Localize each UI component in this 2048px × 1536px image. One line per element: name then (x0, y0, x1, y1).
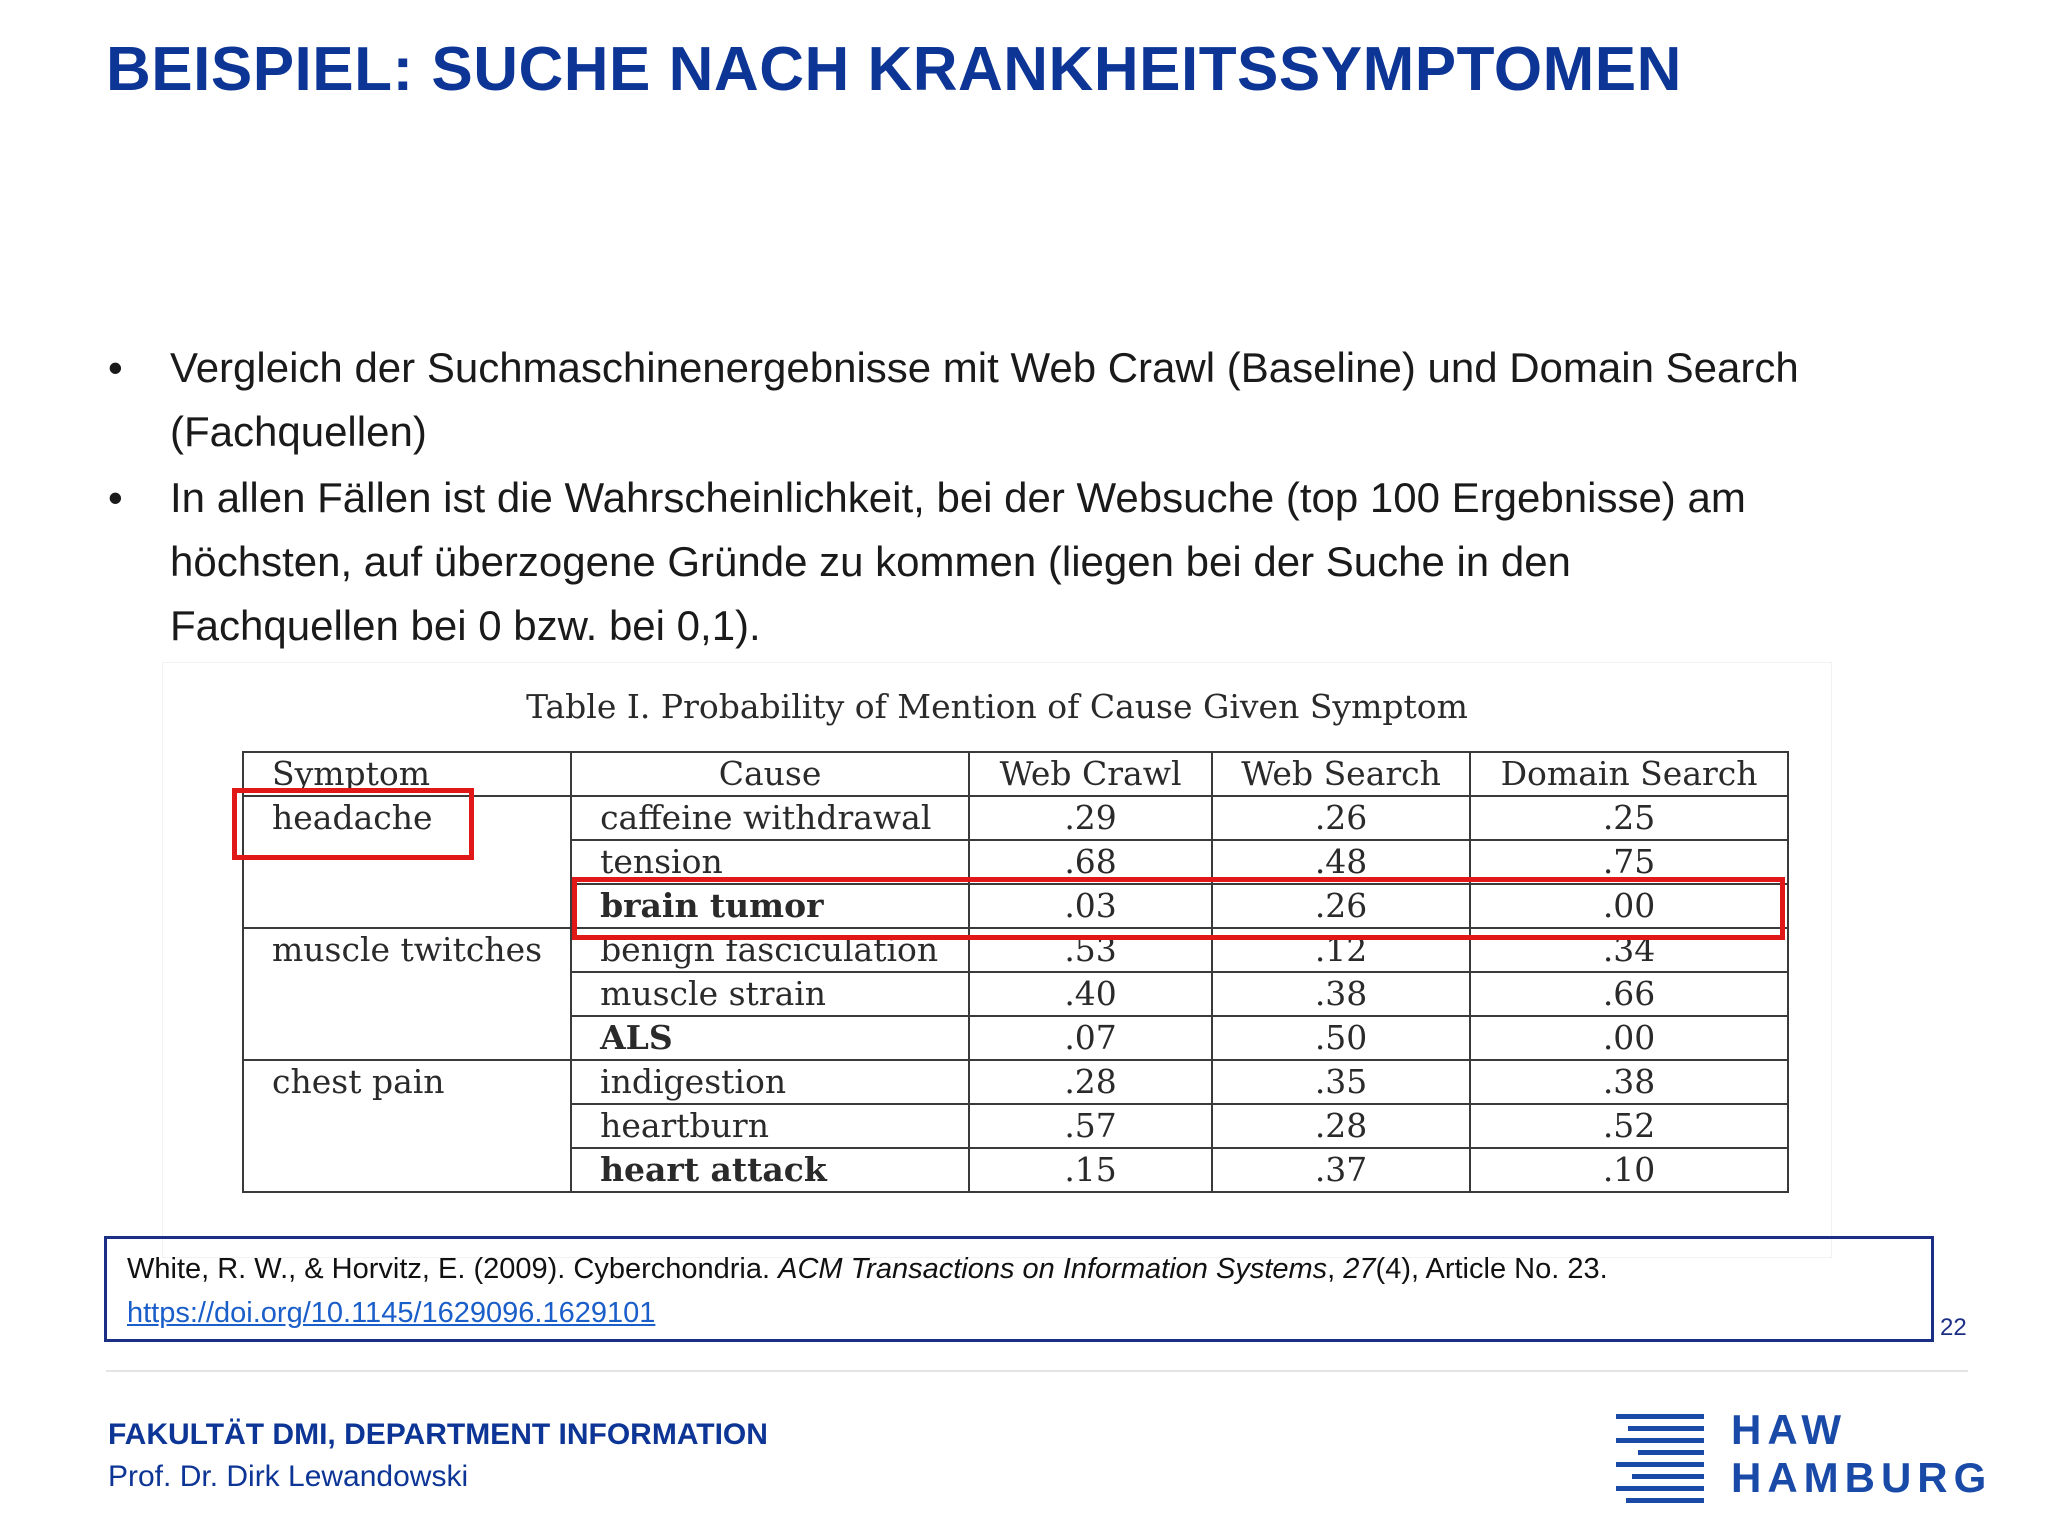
bullet-list (106, 336, 2006, 660)
symptom-cell: chest pain (243, 1060, 571, 1192)
table-body (243, 796, 1788, 1192)
table-row (243, 796, 1788, 840)
table-header-row (243, 752, 1788, 796)
bullet-text-line: In allen Fällen ist die Wahrscheinlichkeit, bei der Websuche (top 100 Ergebnisse) am (170, 474, 1746, 521)
web-crawl-cell: .28 (969, 1060, 1212, 1104)
footer-faculty: FAKULTÄT DMI, DEPARTMENT INFORMATION (108, 1418, 768, 1451)
web-search-cell: .35 (1212, 1060, 1470, 1104)
web-search-cell: .28 (1212, 1104, 1470, 1148)
table-row (243, 1060, 1788, 1104)
domain-search-cell: .75 (1470, 840, 1788, 884)
citation-authors: White, R. W., & Horvitz, E. (2009). Cyberchondria. (127, 1253, 779, 1285)
web-search-cell: .26 (1212, 796, 1470, 840)
header-domain-search: Domain Search (1470, 752, 1788, 796)
domain-search-cell: .66 (1470, 972, 1788, 1016)
header-cause: Cause (571, 752, 969, 796)
bullet-item (106, 466, 2006, 658)
symptom-cell: muscle twitches (243, 928, 571, 1060)
citation-box (104, 1236, 1934, 1342)
web-crawl-cell: .68 (969, 840, 1212, 884)
web-crawl-cell: .15 (969, 1148, 1212, 1192)
symptom-cell: headache (243, 796, 571, 928)
web-crawl-cell: .07 (969, 1016, 1212, 1060)
cause-cell: ALS (571, 1016, 969, 1060)
cause-cell: tension (571, 840, 969, 884)
domain-search-cell: .10 (1470, 1148, 1788, 1192)
web-crawl-cell: .53 (969, 928, 1212, 972)
web-crawl-cell: .40 (969, 972, 1212, 1016)
citation-issue: (4), Article No. 23. (1375, 1253, 1608, 1285)
cause-cell: benign fasciculation (571, 928, 969, 972)
cause-cell: caffeine withdrawal (571, 796, 969, 840)
header-symptom: Symptom (243, 752, 571, 796)
web-search-cell: .37 (1212, 1148, 1470, 1192)
domain-search-cell: .34 (1470, 928, 1788, 972)
cause-cell: heartburn (571, 1104, 969, 1148)
doi-link[interactable]: https://doi.org/10.1145/1629096.1629101 (127, 1297, 656, 1329)
logo-line-hamburg: HAMBURG (1731, 1454, 1993, 1501)
bullet-text-line: (Fachquellen) (170, 408, 427, 455)
footer-divider (106, 1370, 1968, 1372)
citation-reference (127, 1247, 1911, 1291)
page-number: 22 (1940, 1314, 1967, 1341)
domain-search-cell: .52 (1470, 1104, 1788, 1148)
bullet-text-line: Fachquellen bei 0 bzw. bei 0,1). (170, 602, 761, 649)
domain-search-cell: .00 (1470, 1016, 1788, 1060)
web-search-cell: .38 (1212, 972, 1470, 1016)
slide-title: BEISPIEL: SUCHE NACH KRANKHEITSSYMPTOMEN (106, 35, 1682, 104)
web-crawl-cell: .29 (969, 796, 1212, 840)
cause-cell: brain tumor (571, 884, 969, 928)
table-caption: Table I. Probability of Mention of Cause Given Symptom (526, 687, 1468, 726)
logo-line-haw: HAW (1731, 1406, 1847, 1453)
cause-cell: muscle strain (571, 972, 969, 1016)
domain-search-cell: .38 (1470, 1060, 1788, 1104)
bullet-item (106, 336, 2006, 464)
web-search-cell: .26 (1212, 884, 1470, 928)
highlight-box-symptom (232, 788, 474, 860)
probability-table (242, 751, 1789, 1193)
web-crawl-cell: .03 (969, 884, 1212, 928)
cause-cell: indigestion (571, 1060, 969, 1104)
header-web-crawl: Web Crawl (969, 752, 1212, 796)
citation-journal: ACM Transactions on Information Systems (778, 1253, 1328, 1285)
web-search-cell: .50 (1212, 1016, 1470, 1060)
bullet-text-line: höchsten, auf überzogene Gründe zu kommen (liegen bei der Suche in den (170, 538, 1571, 585)
web-search-cell: .12 (1212, 928, 1470, 972)
web-crawl-cell: .57 (969, 1104, 1212, 1148)
table-figure (162, 662, 1832, 1258)
bullet-marker: • (108, 474, 123, 521)
citation-volume: 27 (1343, 1253, 1376, 1285)
bullet-text-line: Vergleich der Suchmaschinenergebnisse mit Web Crawl (Baseline) und Domain Search (170, 344, 1799, 391)
footer-professor: Prof. Dr. Dirk Lewandowski (108, 1460, 469, 1493)
bullet-marker: • (108, 344, 123, 391)
header-web-search: Web Search (1212, 752, 1470, 796)
highlight-box-brain-tumor-row (572, 877, 1785, 940)
domain-search-cell: .00 (1470, 884, 1788, 928)
cause-cell: heart attack (571, 1148, 969, 1192)
citation-separator: , (1327, 1253, 1344, 1285)
haw-logo-text (1731, 1406, 1992, 1502)
web-search-cell: .48 (1212, 840, 1470, 884)
domain-search-cell: .25 (1470, 796, 1788, 840)
